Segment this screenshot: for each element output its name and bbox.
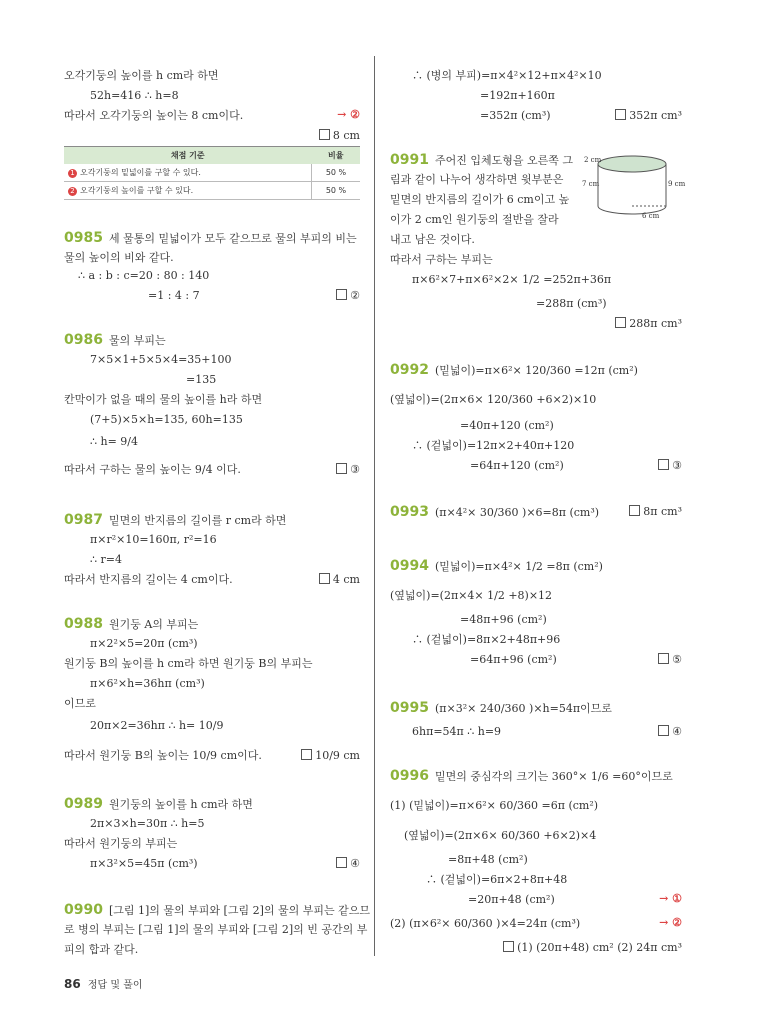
problem-text: 원기둥의 높이를 h cm라 하면 <box>108 798 253 811</box>
right-column <box>390 60 686 960</box>
problem-number: 0990 <box>64 902 103 918</box>
criteria-text: 오각기둥의 높이를 구할 수 있다. <box>80 186 194 195</box>
answer-text: 352π cm³ <box>629 109 682 122</box>
answer-icon <box>615 317 626 328</box>
answer-label <box>615 108 682 124</box>
problem-heading <box>390 558 603 575</box>
solution-line: (옆넓이)=(2π×6× 120/360 +6×2)×10 <box>390 393 597 406</box>
solution-line: 20π×2=36hπ ∴ h= 10/9 <box>90 719 224 732</box>
step-marker: → ① <box>659 892 682 905</box>
solution-line: 오각기둥의 높이를 h cm라 하면 <box>64 69 219 82</box>
problem-number: 0993 <box>390 504 429 520</box>
answer-label <box>629 504 682 520</box>
criteria-text: 오각기둥의 밑넓이를 구할 수 있다. <box>80 168 201 177</box>
problem-text: (π×4²× 30/360 )×6=8π (cm³) <box>434 506 600 519</box>
solution-line: ∴ (겉넓이)=6π×2+8π+48 <box>426 873 568 886</box>
solution-line: =135 <box>186 373 217 386</box>
answer-text: ④ <box>672 725 682 738</box>
problem-number: 0995 <box>390 700 429 716</box>
step-marker: → ② <box>337 108 360 121</box>
page-footer <box>64 976 143 991</box>
problem-text: 밑면의 중심각의 크기는 360°× 1/6 =60°이므로 <box>434 770 673 783</box>
problem-heading <box>64 230 357 247</box>
problem-number: 0989 <box>64 796 103 812</box>
label-7cm: 7 cm <box>582 180 600 188</box>
answer-icon <box>658 459 669 470</box>
criteria-ratio: 50 % <box>312 164 361 182</box>
problem-number: 0991 <box>390 152 429 168</box>
problem-heading <box>64 332 166 349</box>
criteria-row <box>64 164 360 182</box>
problem-number: 0994 <box>390 558 429 574</box>
problem-number: 0987 <box>64 512 103 528</box>
answer-text: ③ <box>672 459 682 472</box>
answer-text: 10/9 cm <box>315 749 360 762</box>
left-column <box>64 60 370 960</box>
answer-icon <box>336 463 347 474</box>
problem-text: 세 물통의 밑넓이가 모두 같으므로 물의 부피의 비는 <box>108 232 357 245</box>
solution-line: ∴ h= 9/4 <box>90 435 138 448</box>
solution-line: ∴ a : b : c=20 : 80 : 140 <box>78 269 210 282</box>
solution-line: 52h=416 ∴ h=8 <box>90 89 179 102</box>
criteria-ratio: 50 % <box>312 182 361 200</box>
answer-text: 288π cm³ <box>629 317 682 330</box>
solution-line: =288π (cm³) <box>536 297 607 310</box>
solution-line: 따라서 반지름의 길이는 4 cm이다. <box>64 573 233 586</box>
solution-line: (2) (π×6²× 60/360 )×4=24π (cm³) <box>390 917 581 930</box>
problem-heading <box>64 512 286 529</box>
criteria-row <box>64 182 360 200</box>
answer-label <box>301 748 360 764</box>
answer-text: 8 cm <box>332 129 360 142</box>
problem-number: 0992 <box>390 362 429 378</box>
step-marker: → ② <box>659 916 682 929</box>
answer-text: 8π cm³ <box>643 505 682 518</box>
problem-text: 물의 부피는 <box>108 334 166 347</box>
solution-line: =8π+48 (cm²) <box>448 853 528 866</box>
problem-heading <box>390 700 612 717</box>
solution-line: =48π+96 (cm²) <box>460 613 547 626</box>
answer-icon <box>336 857 347 868</box>
solution-line: (1) (밑넓이)=π×6²× 60/360 =6π (cm²) <box>390 799 599 812</box>
solution-line: 밑면의 반지름의 길이가 6 cm이고 높 <box>390 193 570 206</box>
problem-number: 0985 <box>64 230 103 246</box>
page-number: 86 <box>64 977 81 991</box>
solid-figure <box>582 154 686 222</box>
solution-line: =64π+96 (cm²) <box>470 653 557 666</box>
answer-icon <box>658 653 669 664</box>
solution-line: (7+5)×5×h=135, 60h=135 <box>90 413 243 426</box>
problem-number: 0996 <box>390 768 429 784</box>
solution-line: 따라서 구하는 부피는 <box>390 253 493 266</box>
solution-line: 물의 높이의 비와 같다. <box>64 251 174 264</box>
step-badge: 2 <box>68 187 77 196</box>
label-6cm: 6 cm <box>642 212 660 220</box>
solution-line: 따라서 오각기둥의 높이는 8 cm이다. <box>64 109 244 122</box>
answer-text: (1) (20π+48) cm² (2) 24π cm³ <box>517 941 682 954</box>
solution-line: =352π (cm³) <box>480 109 551 122</box>
scoring-criteria-table <box>64 146 360 200</box>
problem-heading <box>64 796 253 813</box>
problem-text: 원기둥 A의 부피는 <box>108 618 199 631</box>
answer-label <box>319 128 360 144</box>
answer-icon <box>658 725 669 736</box>
problem-number: 0986 <box>64 332 103 348</box>
problem-heading <box>390 768 673 785</box>
solution-line: (옆넓이)=(2π×6× 60/360 +6×2)×4 <box>404 829 597 842</box>
criteria-header: 채점 기준 <box>64 147 312 165</box>
ratio-header: 비율 <box>312 147 361 165</box>
answer-label <box>615 316 682 332</box>
problem-text: (밑넓이)=π×4²× 1/2 =8π (cm²) <box>434 560 603 573</box>
answer-icon <box>319 573 330 584</box>
answer-icon <box>629 505 640 516</box>
solution-line: ∴ (겉넓이)=8π×2+48π+96 <box>412 633 561 646</box>
solution-line: 이가 2 cm인 원기둥의 절반을 잘라 <box>390 213 559 226</box>
solution-line: (옆넓이)=(2π×4× 1/2 +8)×12 <box>390 589 553 602</box>
answer-text: ⑤ <box>672 653 682 666</box>
problem-heading <box>390 504 599 521</box>
label-9cm: 9 cm <box>668 180 686 188</box>
solution-line: =1 : 4 : 7 <box>148 289 200 302</box>
solution-line: 이므로 <box>64 697 96 710</box>
solution-line: 2π×3×h=30π ∴ h=5 <box>90 817 205 830</box>
solution-line: π×3²×5=45π (cm³) <box>90 857 198 870</box>
solution-line: 따라서 원기둥 B의 높이는 10/9 cm이다. <box>64 749 262 762</box>
answer-label <box>658 724 682 740</box>
footer-title: 정답 및 풀이 <box>87 980 143 991</box>
answer-icon <box>615 109 626 120</box>
answer-label <box>658 458 682 474</box>
solution-line: 원기둥 B의 높이를 h cm라 하면 원기둥 B의 부피는 <box>64 657 313 670</box>
answer-label <box>503 940 682 956</box>
answer-icon <box>319 129 330 140</box>
solution-line: =192π+160π <box>480 89 555 102</box>
solution-line: π×r²×10=160π, r²=16 <box>90 533 217 546</box>
answer-label <box>336 288 360 304</box>
solution-line: 림과 같이 나누어 생각하면 윗부분은 <box>390 173 564 186</box>
solution-line: ∴ r=4 <box>90 553 122 566</box>
answer-text: ② <box>350 289 360 302</box>
problem-heading <box>390 152 573 169</box>
answer-text: 4 cm <box>332 573 360 586</box>
solution-line: 6hπ=54π ∴ h=9 <box>412 725 502 738</box>
problem-text: (π×3²× 240/360 )×h=54π이므로 <box>434 702 612 715</box>
solution-line: 따라서 구하는 물의 높이는 9/4 이다. <box>64 463 241 476</box>
column-divider <box>374 56 375 956</box>
step-badge: 1 <box>68 169 77 178</box>
solution-line: 내고 남은 것이다. <box>390 233 475 246</box>
answer-label <box>319 572 360 588</box>
solution-line: 피의 합과 같다. <box>64 943 139 956</box>
solution-line: ∴ (병의 부피)=π×4²×12+π×4²×10 <box>412 69 602 82</box>
label-2cm: 2 cm <box>584 156 602 164</box>
problem-heading <box>64 902 370 919</box>
problem-text: (밑넓이)=π×6²× 120/360 =12π (cm²) <box>434 364 638 377</box>
solution-line: =40π+120 (cm²) <box>460 419 554 432</box>
solution-line: π×6²×7+π×6²×2× 1/2 =252π+36π <box>412 273 612 286</box>
problem-heading <box>64 616 198 633</box>
answer-label <box>336 462 360 478</box>
problem-text: 밑면의 반지름의 길이를 r cm라 하면 <box>108 514 287 527</box>
solution-line: =64π+120 (cm²) <box>470 459 564 472</box>
answer-icon <box>503 941 514 952</box>
answer-icon <box>301 749 312 760</box>
solution-line: 7×5×1+5×5×4=35+100 <box>90 353 232 366</box>
solution-line: π×6²×h=36hπ (cm³) <box>90 677 205 690</box>
answer-icon <box>336 289 347 300</box>
problem-text: [그림 1]의 물의 부피와 [그림 2]의 물의 부피는 같으므 <box>108 904 370 917</box>
solution-line: π×2²×5=20π (cm³) <box>90 637 198 650</box>
answer-label <box>336 856 360 872</box>
problem-heading <box>390 362 638 379</box>
solution-line: 따라서 원기둥의 부피는 <box>64 837 178 850</box>
answer-text: ③ <box>350 463 360 476</box>
answer-text: ④ <box>350 857 360 870</box>
answer-label <box>658 652 682 668</box>
solution-line: ∴ (겉넓이)=12π×2+40π+120 <box>412 439 575 452</box>
solution-line: =20π+48 (cm²) <box>468 893 555 906</box>
problem-number: 0988 <box>64 616 103 632</box>
solution-line: 로 병의 부피는 [그림 1]의 물의 부피와 [그림 2]의 빈 공간의 부 <box>64 923 368 936</box>
problem-text: 주어진 입체도형을 오른쪽 그 <box>434 154 573 167</box>
solution-line: 칸막이가 없을 때의 물의 높이를 h라 하면 <box>64 393 263 406</box>
